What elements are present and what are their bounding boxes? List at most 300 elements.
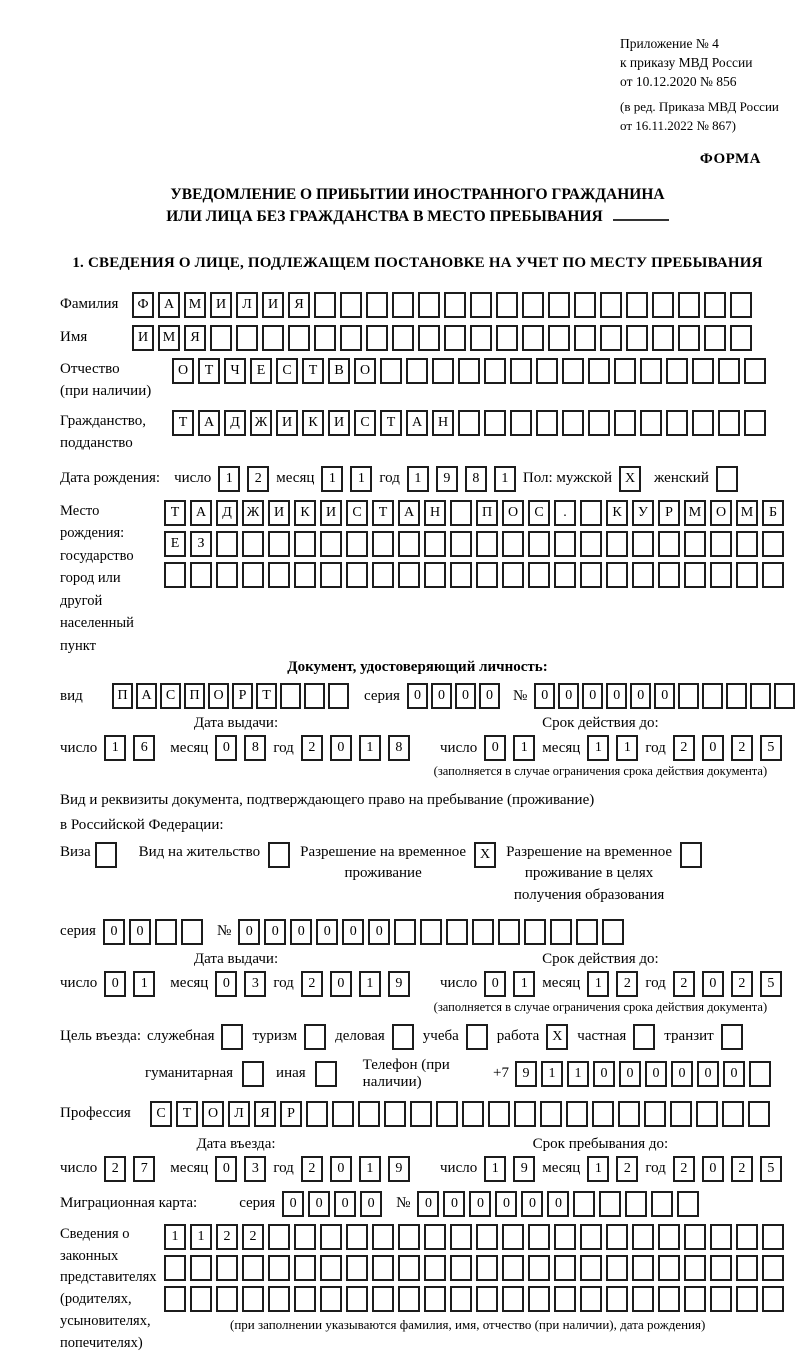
char-cell[interactable] (380, 358, 402, 384)
purpose-transit-checkbox[interactable] (721, 1024, 743, 1050)
char-cell[interactable]: П (184, 683, 205, 709)
char-cell[interactable] (658, 1286, 680, 1312)
char-cell[interactable]: И (268, 500, 290, 526)
char-cell[interactable] (614, 358, 636, 384)
char-cell[interactable]: Л (228, 1101, 250, 1127)
char-cell[interactable]: Б (762, 500, 784, 526)
char-cell[interactable] (314, 292, 336, 318)
char-cell[interactable]: К (302, 410, 324, 436)
char-cell[interactable] (502, 1224, 524, 1250)
char-cell[interactable]: 0 (702, 735, 724, 761)
char-cell[interactable] (744, 410, 766, 436)
char-cell[interactable]: Д (216, 500, 238, 526)
char-cell[interactable] (522, 325, 544, 351)
char-cell[interactable]: 5 (760, 971, 782, 997)
char-cell[interactable] (528, 1255, 550, 1281)
char-cell[interactable] (692, 410, 714, 436)
char-cell[interactable] (155, 919, 177, 945)
char-cell[interactable]: 7 (133, 1156, 155, 1182)
char-cell[interactable]: 0 (702, 971, 724, 997)
char-cell[interactable]: 0 (407, 683, 428, 709)
char-cell[interactable]: Е (250, 358, 272, 384)
char-cell[interactable] (658, 531, 680, 557)
char-cell[interactable] (320, 1224, 342, 1250)
char-cell[interactable] (606, 1286, 628, 1312)
char-cell[interactable]: 1 (359, 1156, 381, 1182)
char-cell[interactable] (372, 1224, 394, 1250)
char-cell[interactable]: Я (254, 1101, 276, 1127)
char-cell[interactable] (599, 1191, 621, 1217)
char-cell[interactable] (372, 562, 394, 588)
char-cell[interactable] (346, 1224, 368, 1250)
char-cell[interactable]: 1 (513, 971, 535, 997)
char-cell[interactable] (181, 919, 203, 945)
char-cell[interactable] (424, 562, 446, 588)
char-cell[interactable]: 2 (242, 1224, 264, 1250)
char-cell[interactable] (774, 683, 795, 709)
char-cell[interactable] (710, 562, 732, 588)
char-cell[interactable]: О (710, 500, 732, 526)
char-cell[interactable] (372, 531, 394, 557)
male-checkbox[interactable]: X (619, 466, 641, 492)
char-cell[interactable] (632, 1255, 654, 1281)
char-cell[interactable]: О (502, 500, 524, 526)
char-cell[interactable]: 5 (760, 735, 782, 761)
char-cell[interactable] (476, 562, 498, 588)
char-cell[interactable]: 8 (244, 735, 266, 761)
char-cell[interactable] (450, 1224, 472, 1250)
char-cell[interactable] (536, 358, 558, 384)
char-cell[interactable]: 2 (731, 971, 753, 997)
char-cell[interactable] (444, 325, 466, 351)
char-cell[interactable] (268, 1286, 290, 1312)
char-cell[interactable] (580, 1255, 602, 1281)
visa-checkbox[interactable] (95, 842, 117, 868)
char-cell[interactable] (562, 358, 584, 384)
char-cell[interactable]: 0 (103, 919, 125, 945)
char-cell[interactable]: 9 (515, 1061, 537, 1087)
char-cell[interactable]: 8 (388, 735, 410, 761)
char-cell[interactable]: 1 (350, 466, 372, 492)
char-cell[interactable] (588, 358, 610, 384)
char-cell[interactable]: Т (256, 683, 277, 709)
char-cell[interactable]: И (276, 410, 298, 436)
char-cell[interactable]: С (346, 500, 368, 526)
char-cell[interactable] (242, 1255, 264, 1281)
char-cell[interactable]: Р (280, 1101, 302, 1127)
purpose-tourism-checkbox[interactable] (304, 1024, 326, 1050)
char-cell[interactable]: 0 (308, 1191, 330, 1217)
char-cell[interactable] (658, 1224, 680, 1250)
char-cell[interactable] (606, 1255, 628, 1281)
char-cell[interactable]: 2 (301, 971, 323, 997)
char-cell[interactable] (588, 410, 610, 436)
char-cell[interactable] (726, 683, 747, 709)
char-cell[interactable] (372, 1286, 394, 1312)
char-cell[interactable] (346, 562, 368, 588)
char-cell[interactable]: 1 (321, 466, 343, 492)
char-cell[interactable] (749, 1061, 771, 1087)
char-cell[interactable]: И (328, 410, 350, 436)
female-checkbox[interactable] (716, 466, 738, 492)
char-cell[interactable] (328, 683, 349, 709)
char-cell[interactable] (762, 1255, 784, 1281)
char-cell[interactable] (392, 292, 414, 318)
char-cell[interactable] (632, 562, 654, 588)
char-cell[interactable]: И (262, 292, 284, 318)
char-cell[interactable] (528, 562, 550, 588)
char-cell[interactable]: 3 (244, 1156, 266, 1182)
char-cell[interactable]: 0 (360, 1191, 382, 1217)
char-cell[interactable] (718, 358, 740, 384)
char-cell[interactable] (450, 500, 472, 526)
char-cell[interactable]: Ж (242, 500, 264, 526)
char-cell[interactable]: Я (184, 325, 206, 351)
char-cell[interactable]: 2 (673, 735, 695, 761)
char-cell[interactable]: 0 (469, 1191, 491, 1217)
char-cell[interactable] (750, 683, 771, 709)
char-cell[interactable]: 9 (388, 1156, 410, 1182)
char-cell[interactable] (450, 531, 472, 557)
purpose-private-checkbox[interactable] (633, 1024, 655, 1050)
char-cell[interactable] (432, 358, 454, 384)
char-cell[interactable] (294, 1224, 316, 1250)
char-cell[interactable] (164, 1255, 186, 1281)
char-cell[interactable] (498, 919, 520, 945)
char-cell[interactable] (684, 1286, 706, 1312)
char-cell[interactable] (722, 1101, 744, 1127)
char-cell[interactable]: 6 (133, 735, 155, 761)
char-cell[interactable]: С (354, 410, 376, 436)
char-cell[interactable] (398, 1255, 420, 1281)
char-cell[interactable]: 9 (388, 971, 410, 997)
char-cell[interactable]: Т (198, 358, 220, 384)
char-cell[interactable] (710, 1286, 732, 1312)
char-cell[interactable] (216, 531, 238, 557)
char-cell[interactable] (684, 1255, 706, 1281)
char-cell[interactable] (346, 1286, 368, 1312)
char-cell[interactable]: 0 (606, 683, 627, 709)
char-cell[interactable] (658, 562, 680, 588)
char-cell[interactable]: 0 (619, 1061, 641, 1087)
char-cell[interactable] (406, 358, 428, 384)
char-cell[interactable] (762, 1286, 784, 1312)
char-cell[interactable] (652, 325, 674, 351)
char-cell[interactable]: 2 (616, 971, 638, 997)
char-cell[interactable]: К (606, 500, 628, 526)
char-cell[interactable] (502, 1286, 524, 1312)
char-cell[interactable]: И (210, 292, 232, 318)
char-cell[interactable]: Н (424, 500, 446, 526)
char-cell[interactable] (736, 531, 758, 557)
char-cell[interactable]: . (554, 500, 576, 526)
char-cell[interactable] (606, 1224, 628, 1250)
char-cell[interactable]: С (528, 500, 550, 526)
char-cell[interactable] (346, 531, 368, 557)
char-cell[interactable]: А (406, 410, 428, 436)
char-cell[interactable] (573, 1191, 595, 1217)
char-cell[interactable]: 0 (330, 1156, 352, 1182)
char-cell[interactable] (554, 1224, 576, 1250)
char-cell[interactable] (320, 1255, 342, 1281)
char-cell[interactable] (418, 325, 440, 351)
char-cell[interactable] (692, 358, 714, 384)
char-cell[interactable] (476, 1286, 498, 1312)
char-cell[interactable]: 0 (431, 683, 452, 709)
char-cell[interactable] (190, 1286, 212, 1312)
char-cell[interactable] (625, 1191, 647, 1217)
char-cell[interactable]: Т (176, 1101, 198, 1127)
char-cell[interactable] (502, 531, 524, 557)
char-cell[interactable]: 1 (133, 971, 155, 997)
char-cell[interactable] (450, 1286, 472, 1312)
char-cell[interactable]: 2 (673, 1156, 695, 1182)
char-cell[interactable]: Т (164, 500, 186, 526)
char-cell[interactable]: 0 (521, 1191, 543, 1217)
char-cell[interactable] (398, 1286, 420, 1312)
char-cell[interactable]: 1 (359, 971, 381, 997)
edu-permit-checkbox[interactable] (680, 842, 702, 868)
char-cell[interactable]: 0 (630, 683, 651, 709)
char-cell[interactable]: А (198, 410, 220, 436)
char-cell[interactable]: 0 (443, 1191, 465, 1217)
char-cell[interactable]: С (160, 683, 181, 709)
char-cell[interactable] (424, 1224, 446, 1250)
char-cell[interactable]: 0 (334, 1191, 356, 1217)
char-cell[interactable] (540, 1101, 562, 1127)
char-cell[interactable]: 2 (301, 735, 323, 761)
purpose-work-checkbox[interactable]: X (546, 1024, 568, 1050)
char-cell[interactable] (476, 1224, 498, 1250)
char-cell[interactable] (678, 292, 700, 318)
char-cell[interactable] (268, 531, 290, 557)
char-cell[interactable] (280, 683, 301, 709)
char-cell[interactable] (410, 1101, 432, 1127)
char-cell[interactable]: 0 (368, 919, 390, 945)
char-cell[interactable] (736, 1255, 758, 1281)
char-cell[interactable]: В (328, 358, 350, 384)
char-cell[interactable]: М (158, 325, 180, 351)
char-cell[interactable] (216, 1286, 238, 1312)
char-cell[interactable] (580, 1286, 602, 1312)
char-cell[interactable] (528, 531, 550, 557)
char-cell[interactable] (358, 1101, 380, 1127)
char-cell[interactable] (190, 562, 212, 588)
char-cell[interactable]: 0 (455, 683, 476, 709)
char-cell[interactable]: 1 (587, 1156, 609, 1182)
char-cell[interactable]: Р (658, 500, 680, 526)
char-cell[interactable]: 2 (104, 1156, 126, 1182)
char-cell[interactable]: 0 (484, 735, 506, 761)
char-cell[interactable]: З (190, 531, 212, 557)
char-cell[interactable] (528, 1286, 550, 1312)
char-cell[interactable]: Е (164, 531, 186, 557)
char-cell[interactable]: 2 (216, 1224, 238, 1250)
char-cell[interactable]: 2 (301, 1156, 323, 1182)
char-cell[interactable]: 1 (164, 1224, 186, 1250)
char-cell[interactable]: О (202, 1101, 224, 1127)
char-cell[interactable]: Т (372, 500, 394, 526)
char-cell[interactable] (418, 292, 440, 318)
char-cell[interactable]: 0 (104, 971, 126, 997)
char-cell[interactable] (216, 1255, 238, 1281)
char-cell[interactable]: 2 (616, 1156, 638, 1182)
char-cell[interactable]: 0 (282, 1191, 304, 1217)
char-cell[interactable]: М (684, 500, 706, 526)
char-cell[interactable]: Н (432, 410, 454, 436)
char-cell[interactable] (640, 358, 662, 384)
char-cell[interactable] (554, 1255, 576, 1281)
char-cell[interactable] (436, 1101, 458, 1127)
residence-permit-checkbox[interactable] (268, 842, 290, 868)
char-cell[interactable] (632, 531, 654, 557)
char-cell[interactable] (294, 562, 316, 588)
char-cell[interactable] (678, 683, 699, 709)
char-cell[interactable]: 0 (330, 971, 352, 997)
char-cell[interactable]: О (208, 683, 229, 709)
char-cell[interactable]: 3 (244, 971, 266, 997)
char-cell[interactable] (470, 292, 492, 318)
char-cell[interactable]: 1 (484, 1156, 506, 1182)
char-cell[interactable] (710, 531, 732, 557)
char-cell[interactable]: 0 (534, 683, 555, 709)
char-cell[interactable] (762, 562, 784, 588)
char-cell[interactable] (472, 919, 494, 945)
char-cell[interactable] (236, 325, 258, 351)
char-cell[interactable] (510, 410, 532, 436)
char-cell[interactable]: Д (224, 410, 246, 436)
char-cell[interactable]: 0 (495, 1191, 517, 1217)
char-cell[interactable]: 1 (104, 735, 126, 761)
char-cell[interactable]: П (476, 500, 498, 526)
char-cell[interactable] (458, 410, 480, 436)
char-cell[interactable]: 1 (616, 735, 638, 761)
purpose-other-checkbox[interactable] (315, 1061, 337, 1087)
char-cell[interactable] (574, 292, 596, 318)
char-cell[interactable]: Т (172, 410, 194, 436)
temp-permit-checkbox[interactable]: X (474, 842, 496, 868)
char-cell[interactable]: 2 (731, 1156, 753, 1182)
char-cell[interactable]: 2 (247, 466, 269, 492)
char-cell[interactable]: 5 (760, 1156, 782, 1182)
char-cell[interactable] (736, 1224, 758, 1250)
char-cell[interactable] (268, 562, 290, 588)
char-cell[interactable]: 0 (723, 1061, 745, 1087)
char-cell[interactable] (242, 531, 264, 557)
char-cell[interactable]: О (172, 358, 194, 384)
char-cell[interactable]: 0 (702, 1156, 724, 1182)
char-cell[interactable] (314, 325, 336, 351)
char-cell[interactable] (600, 292, 622, 318)
char-cell[interactable]: 0 (215, 971, 237, 997)
char-cell[interactable] (496, 325, 518, 351)
char-cell[interactable] (704, 292, 726, 318)
char-cell[interactable] (702, 683, 723, 709)
char-cell[interactable]: 2 (673, 971, 695, 997)
char-cell[interactable] (340, 292, 362, 318)
char-cell[interactable]: 0 (330, 735, 352, 761)
char-cell[interactable]: 0 (417, 1191, 439, 1217)
char-cell[interactable] (424, 1286, 446, 1312)
char-cell[interactable] (666, 410, 688, 436)
char-cell[interactable] (484, 410, 506, 436)
char-cell[interactable] (678, 325, 700, 351)
char-cell[interactable] (398, 1224, 420, 1250)
char-cell[interactable] (684, 531, 706, 557)
char-cell[interactable] (710, 1255, 732, 1281)
char-cell[interactable] (574, 325, 596, 351)
char-cell[interactable] (566, 1101, 588, 1127)
purpose-study-checkbox[interactable] (466, 1024, 488, 1050)
char-cell[interactable] (394, 919, 416, 945)
char-cell[interactable] (242, 1286, 264, 1312)
char-cell[interactable] (420, 919, 442, 945)
char-cell[interactable] (366, 325, 388, 351)
char-cell[interactable] (320, 1286, 342, 1312)
char-cell[interactable]: 9 (436, 466, 458, 492)
char-cell[interactable] (730, 292, 752, 318)
char-cell[interactable]: Ф (132, 292, 154, 318)
char-cell[interactable] (684, 562, 706, 588)
char-cell[interactable] (651, 1191, 673, 1217)
char-cell[interactable] (320, 531, 342, 557)
char-cell[interactable] (684, 1224, 706, 1250)
char-cell[interactable]: 0 (129, 919, 151, 945)
char-cell[interactable] (392, 325, 414, 351)
char-cell[interactable] (658, 1255, 680, 1281)
char-cell[interactable] (562, 410, 584, 436)
char-cell[interactable]: Т (380, 410, 402, 436)
char-cell[interactable] (554, 562, 576, 588)
char-cell[interactable] (496, 292, 518, 318)
char-cell[interactable] (190, 1255, 212, 1281)
char-cell[interactable] (268, 1255, 290, 1281)
char-cell[interactable]: Я (288, 292, 310, 318)
char-cell[interactable] (718, 410, 740, 436)
char-cell[interactable] (632, 1286, 654, 1312)
char-cell[interactable] (510, 358, 532, 384)
char-cell[interactable] (640, 410, 662, 436)
char-cell[interactable] (730, 325, 752, 351)
char-cell[interactable]: 0 (484, 971, 506, 997)
char-cell[interactable]: 1 (587, 971, 609, 997)
char-cell[interactable]: 0 (290, 919, 312, 945)
char-cell[interactable] (600, 325, 622, 351)
char-cell[interactable] (164, 562, 186, 588)
char-cell[interactable] (450, 562, 472, 588)
char-cell[interactable] (262, 325, 284, 351)
char-cell[interactable] (762, 1224, 784, 1250)
char-cell[interactable] (444, 292, 466, 318)
char-cell[interactable]: 0 (558, 683, 579, 709)
char-cell[interactable] (524, 919, 546, 945)
char-cell[interactable]: Ч (224, 358, 246, 384)
char-cell[interactable]: А (398, 500, 420, 526)
char-cell[interactable]: 1 (407, 466, 429, 492)
char-cell[interactable]: 0 (593, 1061, 615, 1087)
char-cell[interactable]: 0 (547, 1191, 569, 1217)
char-cell[interactable]: О (354, 358, 376, 384)
char-cell[interactable]: 0 (342, 919, 364, 945)
char-cell[interactable] (736, 562, 758, 588)
char-cell[interactable] (652, 292, 674, 318)
char-cell[interactable]: 1 (190, 1224, 212, 1250)
char-cell[interactable] (626, 292, 648, 318)
char-cell[interactable] (618, 1101, 640, 1127)
char-cell[interactable] (576, 919, 598, 945)
char-cell[interactable] (164, 1286, 186, 1312)
char-cell[interactable] (626, 325, 648, 351)
